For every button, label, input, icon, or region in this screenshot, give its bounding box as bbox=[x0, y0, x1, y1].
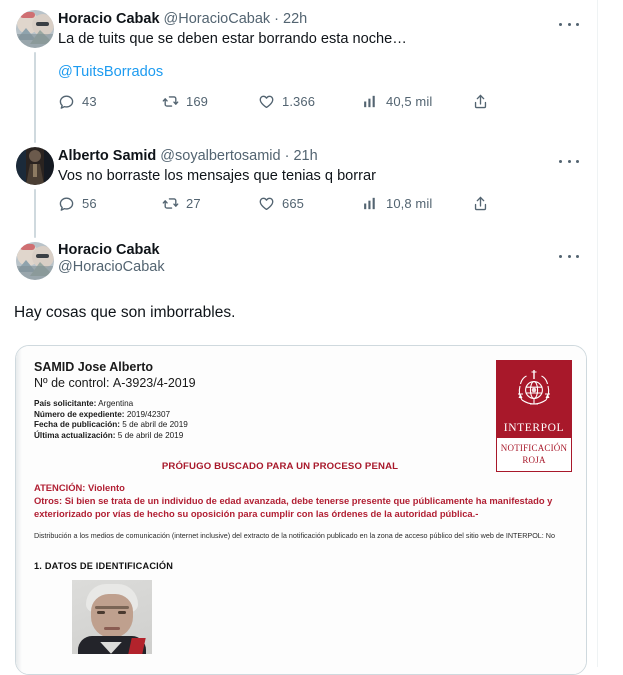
heart-icon bbox=[258, 195, 275, 212]
interpol-logo-block bbox=[496, 360, 572, 438]
timestamp[interactable]: 22h bbox=[283, 11, 308, 27]
tweet-1-gutter bbox=[12, 10, 58, 143]
more-dot bbox=[559, 23, 562, 26]
control-number-label: Nº de control: bbox=[34, 376, 110, 390]
display-name[interactable]: Horacio Cabak bbox=[58, 11, 160, 27]
share-icon bbox=[472, 93, 489, 110]
share-button[interactable] bbox=[472, 195, 502, 212]
section-heading-identification: 1. DATOS DE IDENTIFICACIÓN bbox=[34, 560, 174, 571]
metadata-row bbox=[34, 420, 576, 431]
retweet-button[interactable] bbox=[162, 93, 258, 110]
more-dot bbox=[568, 160, 571, 163]
post-text: Hay cosas que son imborrables. bbox=[14, 304, 236, 321]
reply-count: 56 bbox=[82, 196, 97, 211]
distribution-note: Distribución a los medios de comunicación (internet inclusive) del extracto de la notificación publicado en la zona de acceso público del sitio web de INTERPOL: No bbox=[34, 531, 555, 541]
more-dot bbox=[576, 23, 579, 26]
retweet-count: 27 bbox=[186, 196, 201, 211]
tweet-2-header bbox=[58, 147, 579, 166]
retweet-button[interactable] bbox=[162, 195, 258, 212]
warning-others-line: Otros: Si bien se trata de un individuo de edad avanzada, debe tenerse presente que públicamente ha manifestado y exteriorizado por vías de hecho su oposición para cumplir con las órdenes de la autoridad pública.- bbox=[34, 494, 553, 519]
metadata-row bbox=[34, 399, 576, 410]
more-dot bbox=[559, 160, 562, 163]
tweet-1[interactable] bbox=[0, 0, 597, 143]
more-dot bbox=[559, 255, 562, 258]
like-button[interactable] bbox=[258, 195, 362, 212]
metadata-label: Número de expediente: bbox=[34, 409, 125, 419]
control-number-row bbox=[34, 375, 576, 391]
mention-link[interactable]: @TuitsBorrados bbox=[58, 64, 164, 80]
interpol-red-notice-document bbox=[16, 346, 586, 674]
attached-image-card[interactable] bbox=[15, 345, 587, 675]
tweet-2-actions bbox=[58, 195, 528, 222]
like-button[interactable] bbox=[258, 93, 362, 110]
document-metadata bbox=[34, 399, 576, 441]
avatar[interactable] bbox=[16, 242, 54, 280]
views-button[interactable] bbox=[362, 93, 472, 110]
notice-line-2: ROJA bbox=[522, 455, 546, 465]
interpol-globe-emblem-icon bbox=[512, 366, 556, 419]
analytics-bar-chart-icon bbox=[362, 93, 379, 110]
tweet-1-body bbox=[58, 10, 585, 143]
tweet-2-more-options-button[interactable] bbox=[559, 153, 579, 169]
metadata-value: 5 de abril de 2019 bbox=[117, 430, 184, 440]
photo-eye-right bbox=[118, 611, 126, 614]
metadata-row bbox=[34, 410, 576, 421]
metadata-label: Fecha de publicación: bbox=[34, 420, 120, 430]
tweet-3[interactable] bbox=[0, 238, 597, 290]
reply-count: 43 bbox=[82, 94, 97, 109]
metadata-value: Argentina bbox=[98, 399, 134, 408]
avatar[interactable] bbox=[16, 147, 54, 185]
analytics-bar-chart-icon bbox=[362, 195, 379, 212]
reply-button[interactable] bbox=[58, 93, 162, 110]
document-warning bbox=[34, 482, 576, 520]
metadata-value: 5 de abril de 2019 bbox=[122, 420, 188, 430]
interpol-wordmark: INTERPOL bbox=[503, 422, 565, 434]
red-notice-label-block bbox=[496, 438, 572, 472]
view-count: 10,8 mil bbox=[386, 196, 433, 211]
photo-eye-left bbox=[97, 611, 105, 614]
more-dot bbox=[576, 255, 579, 258]
tweet-3-gutter bbox=[12, 242, 58, 290]
photo-mouth bbox=[104, 627, 120, 630]
metadata-label: País solicitante: bbox=[34, 399, 97, 408]
photo-brow bbox=[95, 606, 129, 609]
tweet-1-header bbox=[58, 10, 579, 29]
tweet-text: Vos no borraste los mensajes que tenias q borrar bbox=[58, 168, 376, 184]
subject-photograph bbox=[72, 580, 152, 654]
tweet-2[interactable] bbox=[0, 143, 597, 238]
warning-attention-line: ATENCIÓN: Violento bbox=[34, 482, 125, 494]
like-count: 1.366 bbox=[282, 94, 316, 109]
subject-name: SAMID Jose Alberto bbox=[34, 360, 154, 374]
photo-face bbox=[91, 594, 133, 638]
retweet-icon bbox=[162, 93, 179, 110]
more-dot bbox=[568, 255, 571, 258]
reply-icon bbox=[58, 93, 75, 110]
display-name[interactable]: Alberto Samid bbox=[58, 148, 157, 164]
handle[interactable]: @soyalbertosamid bbox=[160, 148, 281, 164]
tweet-2-gutter bbox=[12, 147, 58, 238]
tweet-2-body bbox=[58, 147, 585, 238]
more-dot bbox=[576, 160, 579, 163]
tweet-3-more-options-button[interactable] bbox=[559, 248, 579, 264]
handle[interactable]: @HoracioCabak bbox=[163, 11, 271, 27]
avatar[interactable] bbox=[16, 10, 54, 48]
notice-line-1: NOTIFICACIÓN bbox=[500, 443, 568, 453]
views-button[interactable] bbox=[362, 195, 472, 212]
metadata-label: Última actualización: bbox=[34, 430, 116, 440]
tweet-1-actions bbox=[58, 93, 528, 120]
tweet-3-body bbox=[58, 242, 585, 290]
share-icon bbox=[472, 195, 489, 212]
retweet-icon bbox=[162, 195, 179, 212]
tweet-text: La de tuits que se deben estar borrando esta noche… bbox=[58, 31, 407, 47]
interpol-notice-badge bbox=[496, 360, 572, 472]
thread-connector-line bbox=[34, 52, 36, 143]
document-page-edge bbox=[16, 346, 22, 674]
reply-icon bbox=[58, 195, 75, 212]
metadata-value: 2019/42307 bbox=[126, 409, 171, 419]
more-dot bbox=[568, 23, 571, 26]
document-title: PRÓFUGO BUSCADO PARA UN PROCESO PENAL bbox=[161, 461, 399, 473]
retweet-count: 169 bbox=[186, 94, 208, 109]
reply-button[interactable] bbox=[58, 195, 162, 212]
timestamp[interactable]: 21h bbox=[293, 148, 318, 164]
handle[interactable]: @HoracioCabak bbox=[58, 259, 165, 275]
share-button[interactable] bbox=[472, 93, 502, 110]
like-count: 665 bbox=[282, 196, 304, 211]
tweet-1-more-options-button[interactable] bbox=[559, 16, 579, 32]
display-name[interactable]: Horacio Cabak bbox=[58, 242, 160, 258]
control-number-value: A-3923/4-2019 bbox=[112, 376, 196, 390]
separator-dot: · bbox=[284, 148, 290, 164]
separator-dot: · bbox=[274, 11, 279, 27]
view-count: 40,5 mil bbox=[386, 94, 433, 109]
heart-icon bbox=[258, 93, 275, 110]
metadata-row bbox=[34, 431, 576, 442]
thread-connector-line bbox=[34, 189, 36, 238]
